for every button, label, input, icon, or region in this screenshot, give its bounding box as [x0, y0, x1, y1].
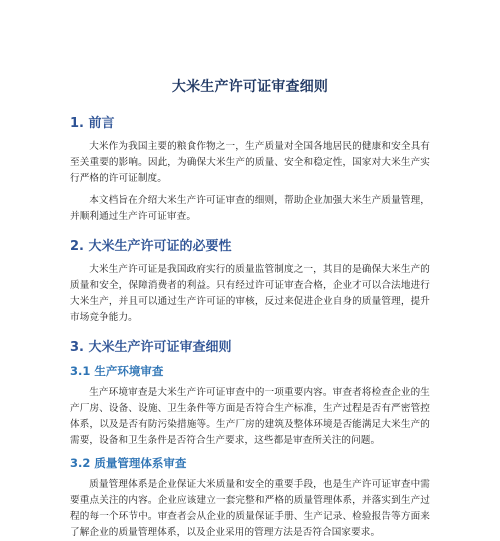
document-title: 大米生产许可证审查细则 [171, 79, 329, 95]
section-heading: 3. 大米生产许可证审查细则 [70, 340, 232, 355]
paragraph: 大米生产许可证是我国政府实行的质量监管制度之一，其目的是确保大米生产的质量和安全，保障消费者的利益。只有经过许可证审查合格，企业才可以合法地进行大米生产，并且可以通过生产许可证的审核，反过来促进企业自身的质量管理，提升市场竞争能力。 [70, 264, 430, 323]
paragraph: 生产环境审查是大米生产许可证审查中的一项重要内容。审查者将检查企业的生产厂房、设备、设施、卫生条件等方面是否符合生产标准，生产过程是否有严密管控体系，以及是否有防污染措施等。生产厂房的建筑及整体环境是否能满足大米生产的需要，设备和卫生条件是否符合生产要求，这些都是审查所关注的问题。 [70, 387, 430, 446]
subsection-heading: 3.2 质量管理体系审查 [70, 456, 187, 470]
paragraph: 大米作为我国主要的粮食作物之一，生产质量对全国各地居民的健康和安全具有至关重要的影响。因此，为确保大米生产的质量、安全和稳定性，国家对大米生产实行严格的许可证制度。 [70, 141, 430, 184]
paragraph: 本文档旨在介绍大米生产许可证审查的细则，帮助企业加强大米生产质量管理，并顺利通过生产许可证审查。 [70, 195, 430, 222]
section-preface [70, 112, 430, 225]
paragraph: 质量管理体系是企业保证大米质量和安全的重要手段，也是生产许可证审查中需要重点关注的内容。企业应该建立一套完整和严格的质量管理体系，并落实到生产过程的每一个环节中。审查者会从企业的质量保证手册、生产记录、检验报告等方面来了解企业的质量管理体系，以及企业采用的管理方法是否符合国家要求。 [70, 479, 430, 538]
subsection-heading: 3.1 生产环境审查 [70, 364, 164, 378]
section-heading: 2. 大米生产许可证的必要性 [70, 239, 232, 254]
section-review-rules [70, 336, 430, 541]
section-necessity [70, 235, 430, 326]
section-heading: 1. 前言 [70, 116, 115, 131]
